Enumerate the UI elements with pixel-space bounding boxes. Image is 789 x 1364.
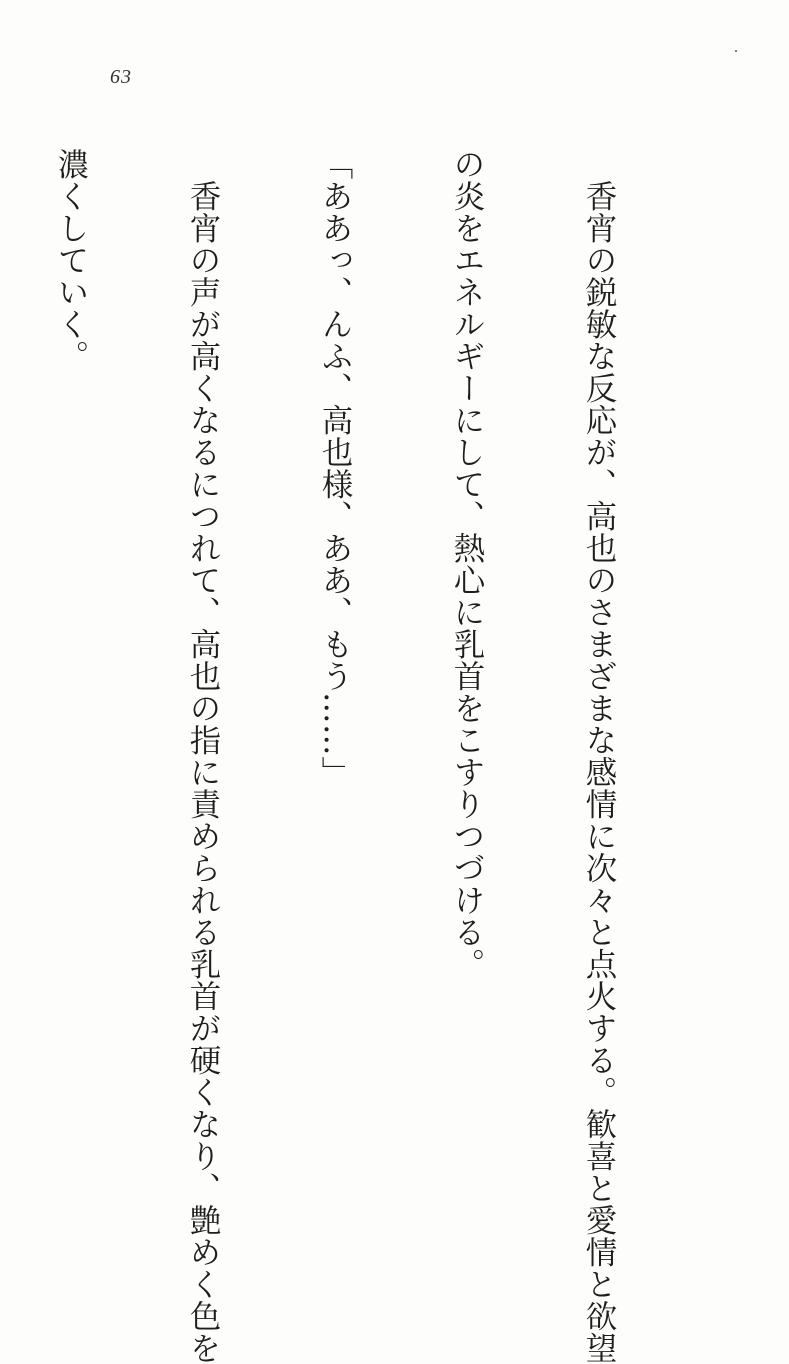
page-number: 63	[110, 66, 132, 88]
text-line: 香宵の声が高くなるにつれて、高也の指に責められる乳首が硬くなり、艶めく色を	[185, 148, 221, 1364]
text-line: 濃くしていく。	[53, 148, 89, 372]
text-line: 「ああっ、んふ、高也様、ああ、もう……」	[317, 148, 353, 788]
text-line: 香宵の鋭敏な反応が、高也のさまざまな感情に次々と点火する。歓喜と愛情と欲望	[581, 148, 617, 1364]
text-line: の炎をエネルギーにして、熱心に乳首をこすりつづける。	[449, 148, 485, 980]
vertical-text-body	[53, 148, 709, 1364]
dust-speck	[735, 50, 737, 52]
